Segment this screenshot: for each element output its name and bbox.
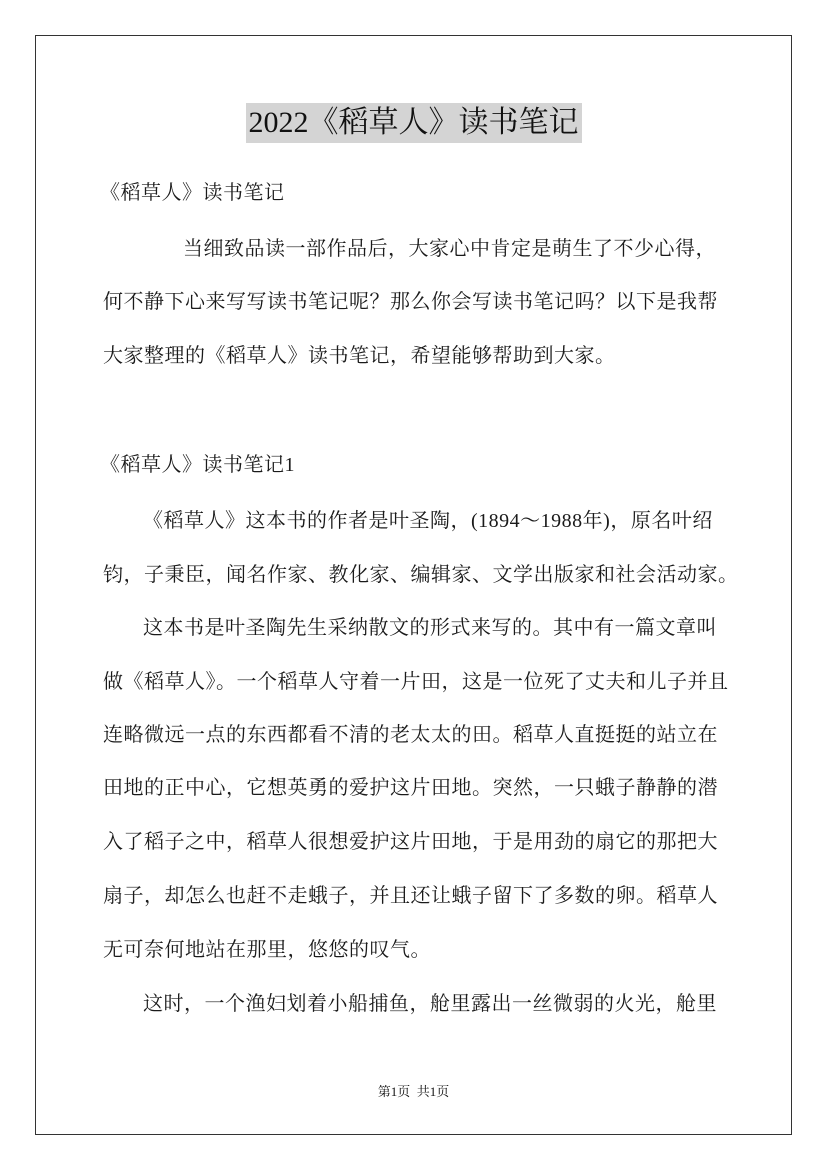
intro-line: 大家整理的《稻草人》读书笔记，希望能够帮助到大家。 [103,345,616,367]
page-footer: 第1页 共1页 [377,1084,450,1099]
paragraph-line: 这时，一个渔妇划着小船捕鱼，舱里露出一丝微弱的火光，舱里 [143,993,717,1015]
section-heading: 《稻草人》读书笔记1 [100,454,295,476]
intro-line: 何不静下心来写写读书笔记呢？那么你会写读书笔记吗？以下是我帮 [103,291,718,313]
paragraph-line: 无可奈何地站在那里，悠悠的叹气。 [103,939,431,961]
paragraph-line: 入了稻子之中，稻草人很想爱护这片田地，于是用劲的扇它的那把大 [103,831,718,853]
document-title: 2022《稻草人》读书笔记 [246,103,582,143]
paragraph-line: 连略微远一点的东西都看不清的老太太的田。稻草人直挺挺的站立在 [103,724,718,746]
title-row [0,103,827,148]
paragraph-line: 这本书是叶圣陶先生采纳散文的形式来写的。其中有一篇文章叫 [143,617,717,639]
paragraph-line: 《稻草人》这本书的作者是叶圣陶，(1894～1988年)，原名叶绍 [143,510,713,532]
intro-line: 当细致品读一部作品后，大家心中肯定是萌生了不少心得， [183,238,716,260]
paragraph-line: 扇子，却怎么也赶不走蛾子，并且还让蛾子留下了多数的卵。稻草人 [103,885,718,907]
paragraph-line: 做《稻草人》。一个稻草人守着一片田，这是一位死了丈夫和儿子并且 [103,671,729,693]
document-subtitle: 《稻草人》读书笔记 [100,182,285,204]
paragraph-line: 田地的正中心，它想英勇的爱护这片田地。突然，一只蛾子静静的潜 [103,777,718,799]
paragraph-line: 钧，子秉臣，闻名作家、教化家、编辑家、文学出版家和社会活动家。 [103,564,739,586]
